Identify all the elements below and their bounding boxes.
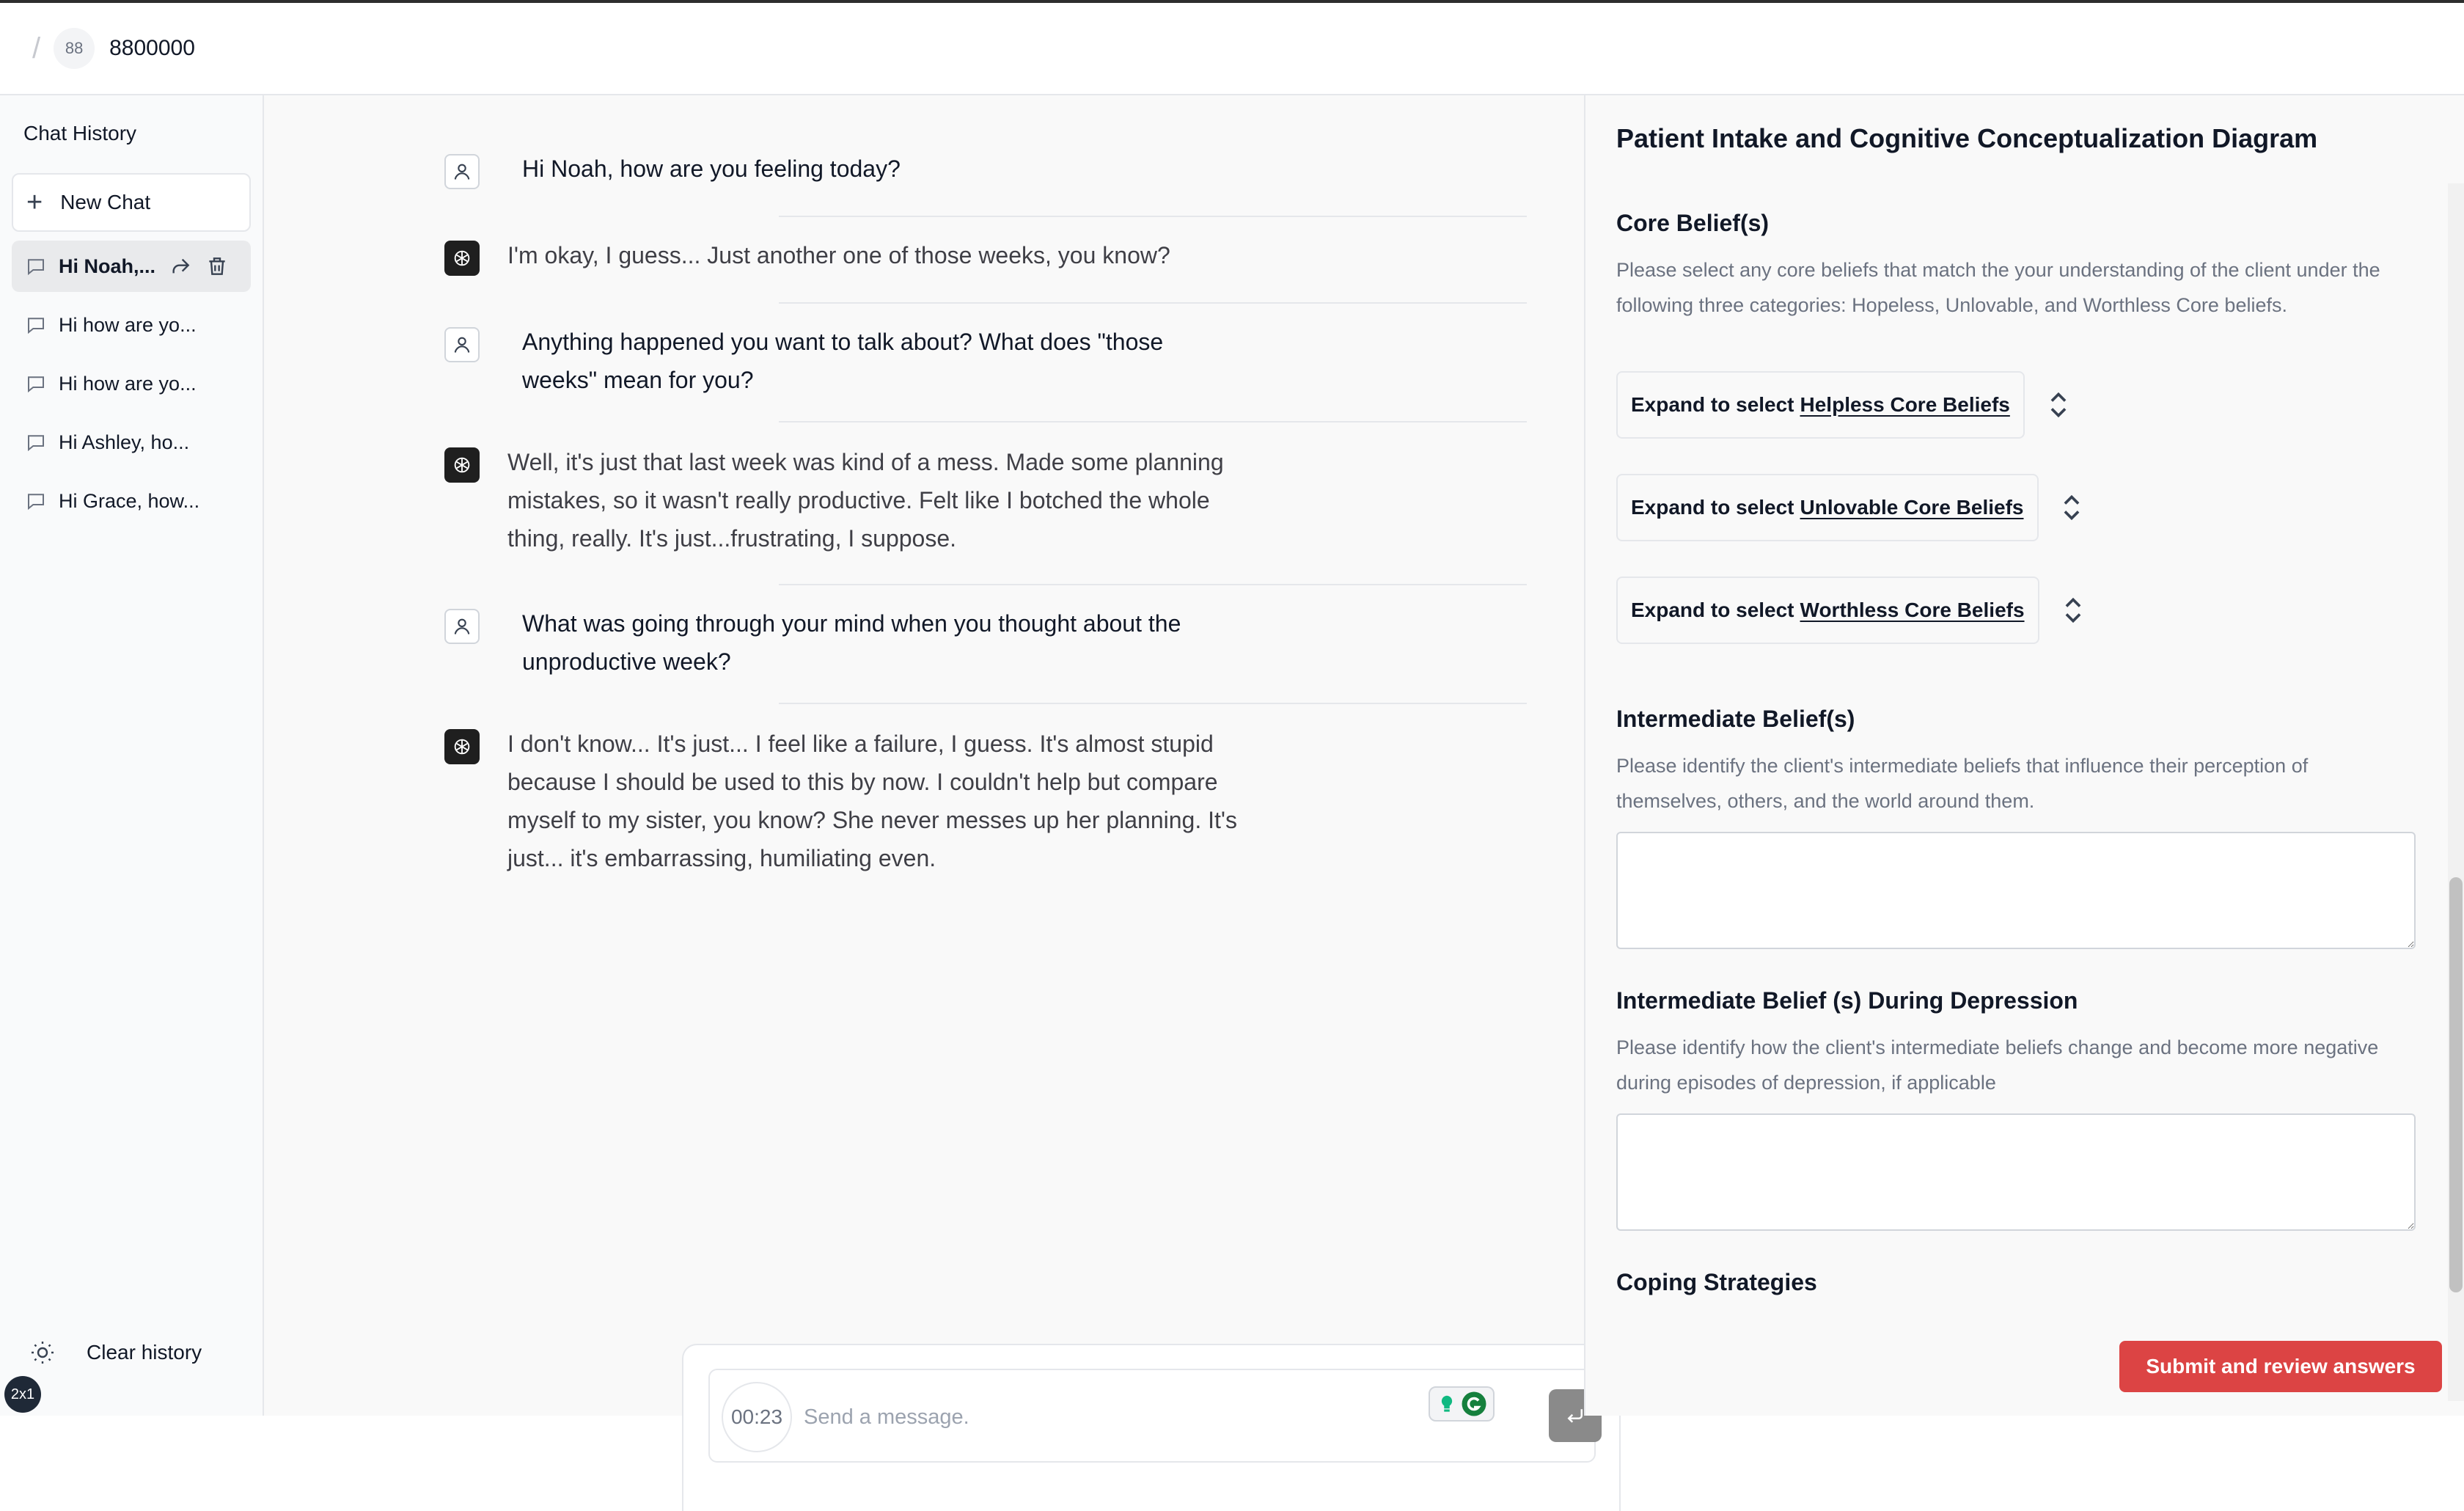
message-text: What was going through your mind when you thought about the unproductive week? xyxy=(522,610,1181,675)
expand-worthless-core-beliefs[interactable] xyxy=(1616,577,2039,644)
message-divider xyxy=(779,703,1527,704)
user-icon xyxy=(444,154,480,189)
message-text: Well, it's just that last week was kind of a mess. Made some planning mistakes, so it wasn't really productive. Felt like I botched the whole thing, really. It's just...frustrating, I suppose. xyxy=(507,449,1224,552)
core-beliefs-heading: Core Belief(s) xyxy=(1616,210,1770,236)
expand-unlovable-core-beliefs[interactable] xyxy=(1616,474,2039,541)
clear-history-label: Clear history xyxy=(87,1341,202,1364)
browser-extension-icons[interactable] xyxy=(1429,1386,1495,1422)
plus-icon: + xyxy=(26,187,43,218)
breadcrumb-separator: / xyxy=(32,32,41,65)
openai-logo-icon xyxy=(444,729,480,764)
expand-prefix: Expand to select xyxy=(1631,599,1794,621)
chevron-updown-icon[interactable] xyxy=(2061,493,2083,522)
intermediate-depression-description: Please identify how the client's intermediate beliefs change and become more negative during episodes of depression, if applicable xyxy=(1616,1036,2379,1094)
trash-icon[interactable] xyxy=(205,255,229,278)
expand-option-label: Worthless Core Beliefs xyxy=(1800,599,2025,621)
message-input[interactable] xyxy=(804,1395,1376,1439)
message-composer xyxy=(682,1344,1621,1511)
top-header xyxy=(0,3,2464,95)
chat-bubble-icon xyxy=(25,490,47,512)
message-divider xyxy=(779,584,1527,585)
history-item-label: Hi Ashley, ho... xyxy=(59,431,190,453)
intermediate-beliefs-heading: Intermediate Belief(s) xyxy=(1616,706,1855,732)
history-item[interactable] xyxy=(12,475,251,527)
grammarly-icon[interactable] xyxy=(1461,1391,1487,1417)
intermediate-depression-textarea[interactable] xyxy=(1616,1113,2416,1231)
chevron-updown-icon[interactable] xyxy=(2062,596,2084,625)
message-text: Anything happened you want to talk about? What does "those weeks" mean for you? xyxy=(522,329,1164,393)
history-item[interactable] xyxy=(12,299,251,351)
history-item[interactable] xyxy=(12,358,251,409)
panel-title: Patient Intake and Cognitive Conceptualization Diagram xyxy=(1616,123,2318,153)
sun-icon[interactable] xyxy=(29,1339,56,1366)
chat-bubble-icon xyxy=(25,314,47,336)
user-icon xyxy=(444,609,480,644)
expand-helpless-core-beliefs[interactable] xyxy=(1616,371,2025,439)
message-divider xyxy=(779,421,1527,422)
share-icon[interactable] xyxy=(169,255,192,278)
enter-icon xyxy=(1564,1405,1586,1427)
message-divider xyxy=(779,216,1527,217)
history-item-label: Hi Noah,... xyxy=(59,255,156,277)
panel-scrollbar-thumb[interactable] xyxy=(2449,877,2463,1292)
history-item-label: Hi Grace, how... xyxy=(59,489,200,512)
expand-option-label: Helpless Core Beliefs xyxy=(1800,393,2010,416)
submit-review-button[interactable]: Submit and review answers xyxy=(2119,1341,2442,1392)
chat-history-sidebar xyxy=(0,95,264,1416)
history-item-label: Hi how are yo... xyxy=(59,313,197,336)
chat-bubble-icon xyxy=(25,373,47,395)
message-text: I'm okay, I guess... Just another one of those weeks, you know? xyxy=(507,242,1170,268)
expand-prefix: Expand to select xyxy=(1631,393,1794,416)
history-item[interactable] xyxy=(12,417,251,468)
new-chat-button[interactable] xyxy=(12,173,251,232)
message-text: I don't know... It's just... I feel like a failure, I guess. It's almost stupid because I should be used to this by now. I couldn't help but compare myself to my sister, you know? She never messes up her planning. It's just... it's embarrassing, humiliating even. xyxy=(507,731,1238,871)
user-icon xyxy=(444,327,480,362)
message-text: Hi Noah, how are you feeling today? xyxy=(522,156,901,182)
coping-strategies-heading: Coping Strategies xyxy=(1616,1269,1817,1295)
openai-logo-icon xyxy=(444,241,480,276)
expand-prefix: Expand to select xyxy=(1631,496,1794,519)
chat-bubble-icon xyxy=(25,255,47,277)
intermediate-beliefs-textarea[interactable] xyxy=(1616,832,2416,949)
expand-option-label: Unlovable Core Beliefs xyxy=(1800,496,2024,519)
intermediate-depression-heading: Intermediate Belief (s) During Depression xyxy=(1616,987,2078,1014)
session-timer: 00:23 xyxy=(722,1382,792,1452)
intake-diagram-panel xyxy=(1584,95,2464,1416)
chat-bubble-icon xyxy=(25,431,47,453)
openai-logo-icon xyxy=(444,447,480,483)
lightbulb-icon[interactable] xyxy=(1436,1391,1458,1416)
core-beliefs-description: Please select any core beliefs that match the your understanding of the client under the following three categories: Hopeless, Unlovable, and Worthless Core beliefs. xyxy=(1616,259,2380,316)
message-input-box xyxy=(708,1369,1596,1463)
new-chat-label: New Chat xyxy=(60,191,151,213)
account-id[interactable]: 8800000 xyxy=(109,36,195,60)
chevron-updown-icon[interactable] xyxy=(2047,390,2069,420)
history-item-label: Hi how are yo... xyxy=(59,372,197,395)
account-avatar[interactable]: 88 xyxy=(54,28,95,69)
intermediate-beliefs-description: Please identify the client's intermediate beliefs that influence their perception of themselves, others, and the world around them. xyxy=(1616,755,2309,812)
chat-area xyxy=(264,95,1584,1428)
zoom-badge: 2x1 xyxy=(4,1376,41,1413)
history-item[interactable] xyxy=(12,241,251,292)
message-divider xyxy=(779,302,1527,304)
sidebar-title: Chat History xyxy=(23,122,137,144)
clear-history-button[interactable] xyxy=(29,1339,202,1366)
